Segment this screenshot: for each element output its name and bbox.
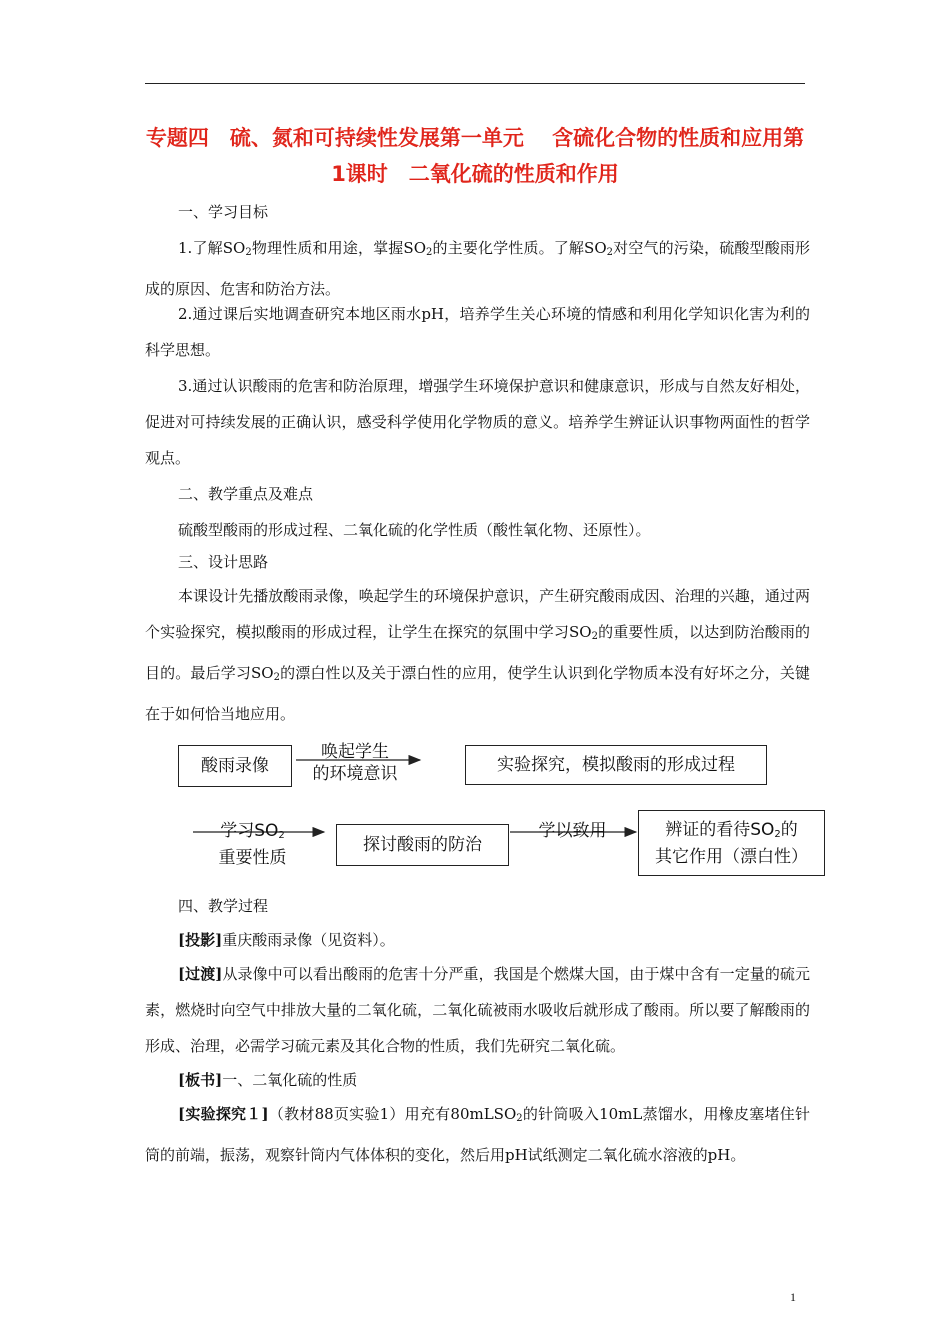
flow-label-2: 学习$SO_2$ 重要性质 xyxy=(218,821,287,868)
design-text: 本课设计先播放酸雨录像，唤起学生的环境保护意识，产生研究酸雨成因、治理的兴趣，通过两个实验探究，模拟酸雨的形成过程，让学生在探究的氛围中学习$SO_2$的重要性质，以达到防治酸雨的目的。最后学习$SO_2$的漂白性以及关于漂白性的应用，使学生认识到化学物质本没有好坏之分，关键在于如何恰当地应用。 xyxy=(145,587,810,723)
board-line: [板书]一、二氧化硫的性质 xyxy=(178,1071,358,1089)
section-heading-key-points: 二、教学重点及难点 xyxy=(178,485,314,503)
page-title: 专题四 硫、氮和可持续性发展第一单元 含硫化合物的性质和应用第1课时 二氧化硫的性质和作用 xyxy=(145,126,805,186)
flow-label-1: 唤起学生 的环境意识 xyxy=(312,742,398,784)
objective-3: 3.通过认识酸雨的危害和防治原理，增强学生环境保护意识和健康意识，形成与自然友好相处，促进对可持续发展的正确认识，感受科学使用化学物质的意义。培养学生辨证认识事物两面性的哲学观点。 xyxy=(145,377,810,467)
page-number: 1 xyxy=(790,1290,796,1304)
flow-box-prevention: 探讨酸雨的防治 xyxy=(336,824,509,866)
flow-label-3: 学以致用 xyxy=(538,821,607,841)
key-points-text: 硫酸型酸雨的形成过程、二氧化硫的化学性质（酸性氧化物、还原性）。 xyxy=(178,521,651,539)
flow-box-video: 酸雨录像 xyxy=(178,745,292,787)
section-heading-design: 三、设计思路 xyxy=(178,553,269,571)
transition-para: [过渡]从录像中可以看出酸雨的危害十分严重，我国是个燃煤大国，由于煤中含有一定量的硫元素，燃烧时向空气中排放大量的二氧化硫，二氧化硫被雨水吸收后就形成了酸雨。所以要了解酸雨的形成、治理，必需学习硫元素及其化合物的性质，我们先研究二氧化硫。 xyxy=(145,965,810,1055)
flow-box-other-uses: 辨证的看待$SO_2$的 其它作用（漂白性） xyxy=(638,810,825,876)
projection-line: [投影]重庆酸雨录像（见资料）。 xyxy=(178,931,395,949)
experiment-para: [实验探究１]（教材88页实验1）用充有80mLSO$_2$的针筒吸入10mL蒸馏水，用橡皮塞堵住针筒的前端，振荡，观察针筒内气体体积的变化，然后用pH试纸测定二氧化硫水溶液的pH。 xyxy=(145,1105,810,1164)
objective-1: 1.了解$SO_2$物理性质和用途，掌握$SO_2$的主要化学性质。了解$SO_2$对空气的污染，硫酸型酸雨形成的原因、危害和防治方法。 xyxy=(145,239,811,298)
flow-box-experiment: 实验探究，模拟酸雨的形成过程 xyxy=(465,745,767,785)
objective-2: 2.通过课后实地调查研究本地区雨水pH，培养学生关心环境的情感和利用化学知识化害为利的科学思想。 xyxy=(145,305,810,359)
section-heading-objectives: 一、学习目标 xyxy=(178,203,269,221)
section-heading-process: 四、教学过程 xyxy=(178,897,269,915)
